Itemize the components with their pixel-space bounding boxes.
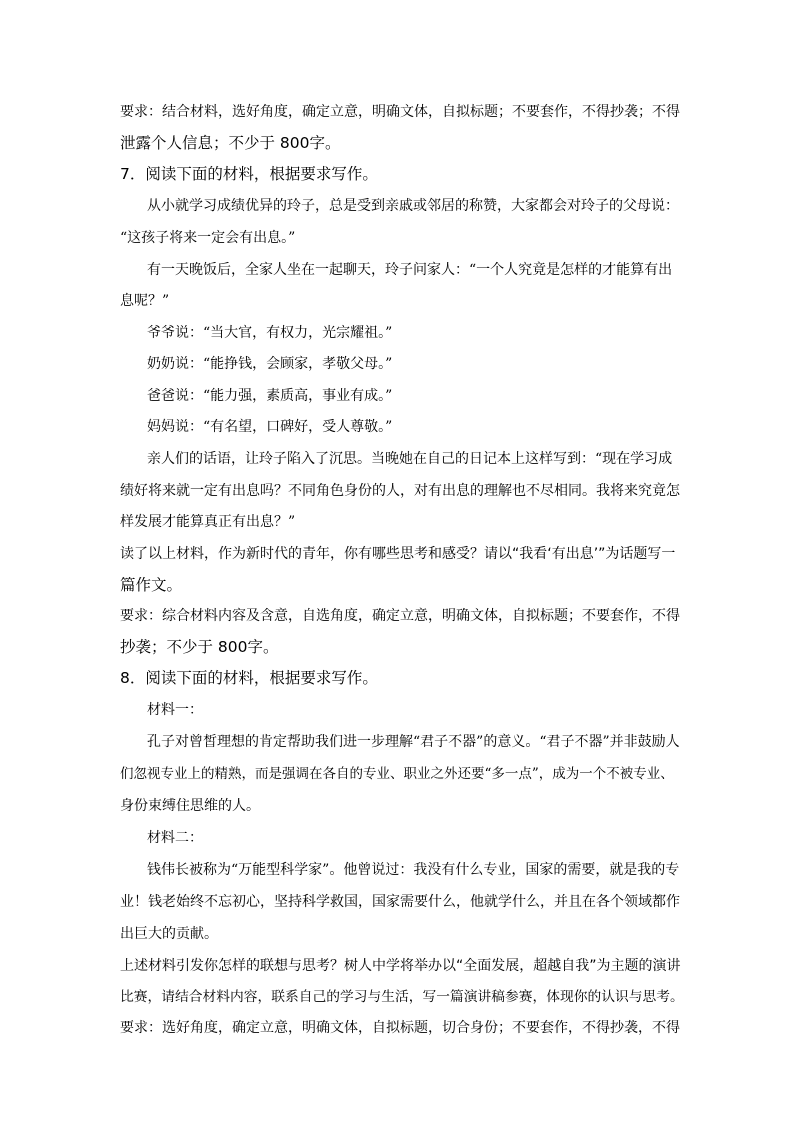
- material-line: 身份束缚住思维的人。: [120, 798, 260, 814]
- requirement-line: 要求：选好角度，确定立意，明确文体，自拟标题，切合身份；不要套作，不得抄袭，不得: [120, 1020, 680, 1036]
- material-line: 奶奶说：“能挣钱，会顾家，孝敬父母。”: [147, 356, 393, 372]
- requirement-line: 抄袭；不少于 800字。: [120, 638, 279, 656]
- material-line: 绩好将来就一定有出息吗？不同角色身份的人，对有出息的理解也不尽相同。我将来究竟怎: [120, 483, 680, 499]
- requirement-line: 要求：综合材料内容及含意，自选角度，确定立意，明确文体，自拟标题；不要套作，不得: [120, 608, 680, 624]
- prompt-line: 比赛，请结合材料内容，联系自己的学习与生活，写一篇演讲稿参赛，体现你的认识与思考。: [120, 989, 684, 1005]
- material-line: 亲人们的话语，让玲子陷入了沉思。当晚她在自己的日记本上这样写到：“现在学习成: [147, 451, 673, 467]
- question-8-title: 8．阅读下面的材料，根据要求写作。: [120, 669, 378, 687]
- question-7-title: 7．阅读下面的材料，根据要求写作。: [120, 165, 378, 183]
- requirement-line: 泄露个人信息；不少于 800字。: [120, 134, 341, 152]
- material-line: 爷爷说：“当大官，有权力，光宗耀祖。”: [147, 325, 393, 341]
- prompt-line: 上述材料引发你怎样的联想与思考？树人中学将举办以“全面发展，超越自我”为主题的演讲: [120, 958, 681, 974]
- material-line: 出巨大的贡献。: [120, 926, 218, 942]
- material-line: 孔子对曾皙理想的肯定帮助我们进一步理解“君子不器”的意义。“君子不器”并非鼓励人: [147, 734, 680, 750]
- material-line: 业！钱老始终不忘初心，坚持科学救国，国家需要什么，他就学什么，并且在各个领域都作: [120, 894, 680, 910]
- material-line: “这孩子将来一定会有出息。”: [120, 230, 296, 246]
- prompt-line: 篇作文。: [120, 576, 183, 594]
- material-line: 妈妈说：“有名望，口碑好，受人尊敬。”: [147, 419, 393, 435]
- material-heading: 材料二：: [147, 830, 203, 846]
- material-line: 样发展才能算真正有出息？”: [120, 514, 296, 530]
- requirement-line: 要求：结合材料，选好角度，确定立意，明确文体，自拟标题；不要套作，不得抄袭；不得: [120, 104, 680, 120]
- material-line: 爸爸说：“能力强，素质高，事业有成。”: [147, 388, 393, 404]
- material-line: 从小就学习成绩优异的玲子，总是受到亲戚或邻居的称赞，大家都会对玲子的父母说：: [147, 198, 679, 214]
- material-heading: 材料一：: [147, 702, 203, 718]
- prompt-line: 读了以上材料，作为新时代的青年，你有哪些思考和感受？请以“我看‘有出息’”为话题写一: [120, 546, 676, 562]
- material-line: 们忽视专业上的精熟，而是强调在各自的专业、职业之外还要“多一点”，成为一个不被专业、: [120, 766, 674, 782]
- material-line: 钱伟长被称为“万能型科学家”。他曾说过：我没有什么专业，国家的需要，就是我的专: [147, 862, 680, 878]
- material-line: 息呢？”: [120, 293, 170, 309]
- material-line: 有一天晚饭后，全家人坐在一起聊天，玲子问家人：“一个人究竟是怎样的才能算有出: [147, 262, 673, 278]
